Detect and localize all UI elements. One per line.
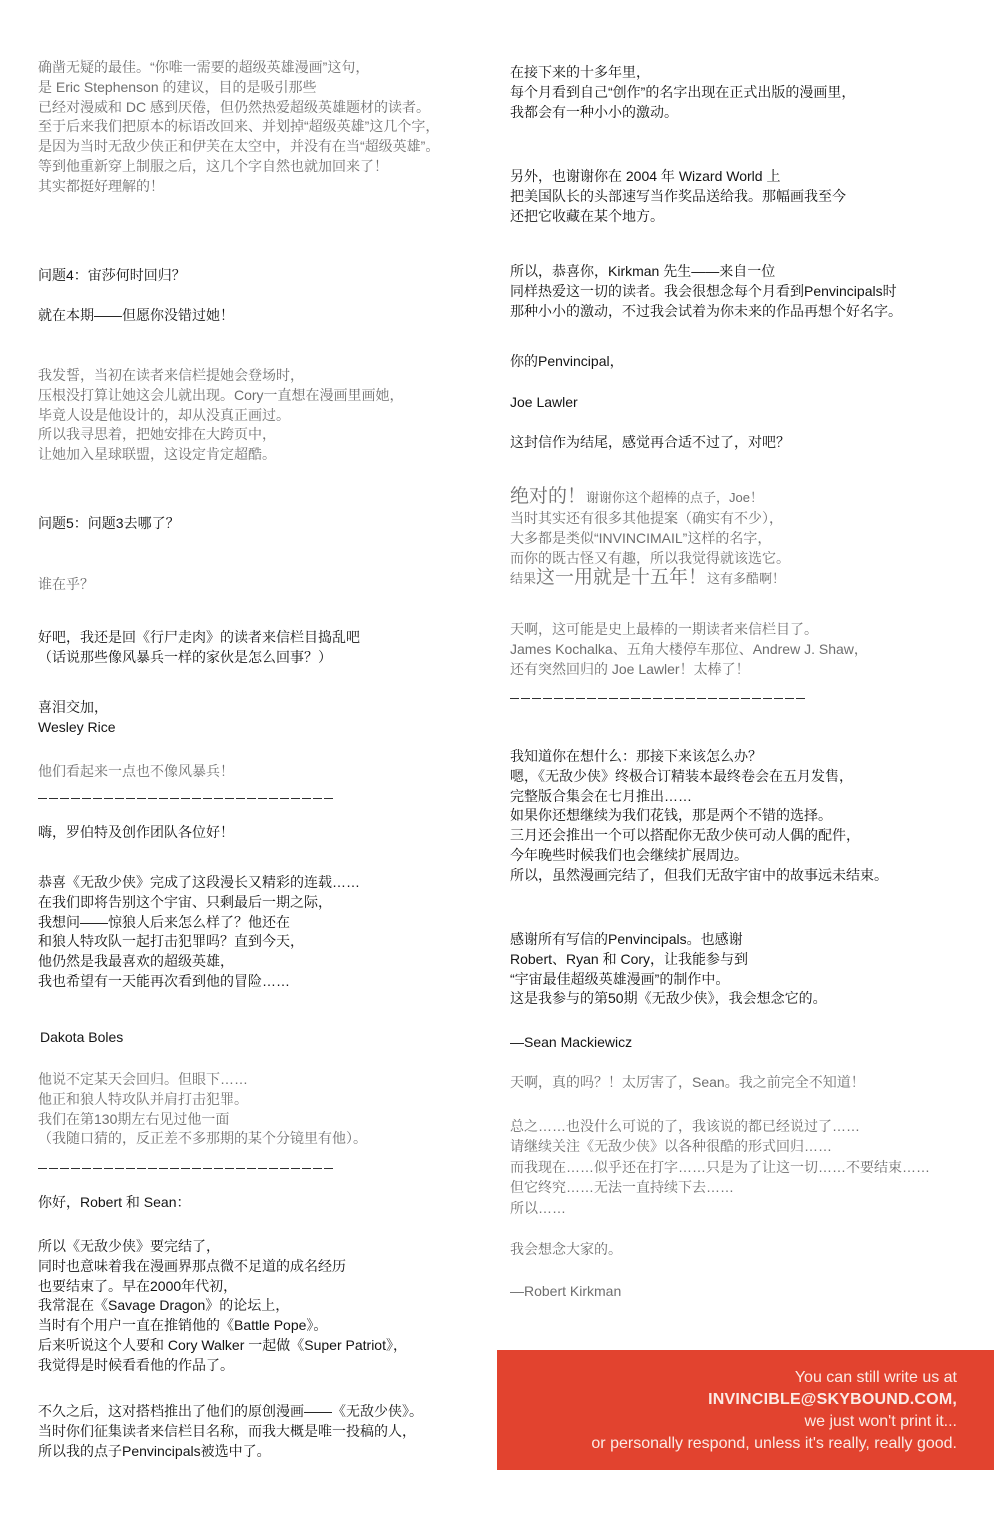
- letter-joe-paragraph: [510, 167, 846, 226]
- text-line: 同时也意味着我在漫画界那点微不足道的成名经历: [38, 1257, 346, 1274]
- letter-postscript: 这封信作为结尾，感觉再合适不过了，对吧？: [510, 434, 790, 450]
- text-line: 当时你们征集读者来信栏目名称，而我大概是唯一投稿的人，: [38, 1422, 416, 1439]
- letter-joe-paragraph: [38, 1237, 407, 1376]
- text-line: 今年晚些时候我们也会继续扩展周边。: [510, 846, 748, 863]
- text-line: “宇宙最佳超级英雄漫画”的制作中。: [510, 970, 730, 987]
- question-4-heading: 问题4：宙莎何时回归？: [38, 267, 186, 283]
- contact-line: You can still write us at: [794, 1369, 957, 1386]
- text-line: 他正和狼人特攻队并肩打击犯罪。: [38, 1090, 248, 1107]
- section-divider: ———————————————————————————: [38, 793, 335, 803]
- question-5-reply: 谁在乎？: [38, 576, 94, 592]
- text-line: 另外，也谢谢你在 2004 年 Wizard World 上: [510, 168, 781, 184]
- contact-line: or personally respond, unless it's really, really good.: [591, 1435, 957, 1452]
- text-line: 也要结束了。早在2000年代初，: [38, 1277, 238, 1294]
- text-line: 确凿无疑的最佳。“你唯一需要的超级英雄漫画”这句，: [38, 59, 370, 75]
- text-line: 我们在第130期左右见过他一面: [38, 1110, 230, 1127]
- text-line: 总之……也没什么可说的了，我该说的都已经说过了……: [510, 1118, 860, 1134]
- text-line: 三月还会推出一个可以搭配你无敌少侠可动人偶的配件，: [510, 827, 860, 844]
- kirkman-signature: —Robert Kirkman: [510, 1283, 622, 1299]
- text-line: 他说不定某天会回归。但眼下……: [38, 1071, 248, 1087]
- text-line: 所以，恭喜你，Kirkman 先生——来自一位: [510, 263, 776, 279]
- text-line: 每个月看到自己“创作”的名字出现在正式出版的漫画里，: [510, 83, 856, 100]
- letter-dakota-body: [38, 873, 360, 992]
- text-line: 当时有个用户一直在推销他的《Battle Pope》。: [38, 1317, 328, 1334]
- reply-dakota: [38, 1070, 367, 1149]
- text-line: 还有突然回归的 Joe Lawler！太棒了！: [510, 660, 750, 677]
- text-line: 我觉得是时候看看他的作品了。: [38, 1356, 234, 1373]
- text-line: 而你的既古怪又有趣，所以我觉得就该选它。: [510, 549, 790, 566]
- letter-closing: 喜泪交加，: [38, 699, 108, 715]
- text-line: 请继续关注《无敌少侠》以各种很酷的形式回归……: [510, 1138, 832, 1155]
- text-line: 在接下来的十多年里，: [510, 64, 650, 80]
- text-line: 是因为当时无敌少侠正和伊芙在太空中，并没有在当“超级英雄”。: [38, 138, 440, 155]
- text-line: 让她加入星球联盟，这设定肯定超酷。: [38, 446, 276, 463]
- editor-reply-previous: [38, 58, 439, 197]
- letter-joe-paragraph: [510, 262, 902, 321]
- text-line: 在我们即将告别这个宇宙、只剩最后一期之际，: [38, 893, 332, 910]
- emphasis-text: 绝对的！: [510, 486, 587, 507]
- text-line: 我想问——惊狼人后来怎么样了？他还在: [38, 913, 290, 930]
- text-line: 我常混在《Savage Dragon》的论坛上，: [38, 1297, 290, 1314]
- text-line: 那种小小的激动，不过我会试着为你未来的作品再想个好名字。: [510, 302, 902, 319]
- text-line: 压根没打算让她这会儿就出现。Cory一直想在漫画里画她，: [38, 386, 404, 403]
- text-line: 其实都挺好理解的！: [38, 177, 164, 194]
- kirkman-farewell: [510, 1116, 930, 1218]
- letter-dakota-greeting: 嗨，罗伯特及创作团队各位好！: [38, 824, 234, 840]
- text-line: 当时其实还有很多其他提案（确实有不少），: [510, 510, 783, 526]
- text-line: 同样热爱这一切的读者。我会很想念每个月看到Penvincipals时: [510, 282, 897, 299]
- text-line: 毕竟人设是他设计的，却从没真正画过。: [38, 406, 290, 423]
- text-line: 我都会有一种小小的激动。: [510, 103, 678, 120]
- text-line: 所以，虽然漫画完结了，但我们无敌宇宙中的故事远未结束。: [510, 866, 888, 883]
- text-line: 是 Eric Stephenson 的建议，目的是吸引那些: [38, 78, 317, 95]
- text-line: 还把它收藏在某个地方。: [510, 207, 664, 224]
- emphasis-text: 这一用就是十五年！: [536, 567, 708, 589]
- section-divider: ———————————————————————————: [510, 693, 807, 703]
- reply-wesley: 他们看起来一点也不像风暴兵！: [38, 763, 234, 779]
- reply-sean: 天啊，真的吗？！太厉害了，Sean。我之前完全不知道！: [510, 1074, 865, 1090]
- sean-note-paragraph: [510, 930, 827, 1009]
- letter-wesley-signoff: [38, 698, 116, 738]
- text-line: 不久之后，这对搭档推出了他们的原创漫画——《无敌少侠》。: [38, 1403, 423, 1419]
- text-line: （话说那些像风暴兵一样的家伙是怎么回事？）: [38, 648, 332, 665]
- text-line: 把美国队长的头部速写当作奖品送给我。那幅画我至今: [510, 187, 846, 204]
- text-line: 完整版合集会在七月推出……: [510, 787, 692, 804]
- text-line: 如果你还想继续为我们花钱，那是两个不错的选择。: [510, 807, 832, 824]
- letter-joe-paragraph: [510, 63, 855, 122]
- question-4-answer: 就在本期——但愿你没错过她！: [38, 307, 234, 323]
- reply-joe: [510, 485, 790, 588]
- contact-line: we just won't print it...: [804, 1413, 957, 1430]
- question-5-heading: 问题5：问题3去哪了？: [38, 515, 180, 531]
- text-line: 恭喜《无敌少侠》完成了这段漫长又精彩的连载……: [38, 874, 360, 890]
- section-divider: ———————————————————————————: [38, 1163, 335, 1173]
- letter-signature: Wesley Rice: [38, 718, 116, 735]
- text-line: 我知道你在想什么：那接下来该怎么办？: [510, 748, 762, 764]
- text-line: 等到他重新穿上制服之后，这几个字自然也就加回来了！: [38, 157, 388, 174]
- text-line: 所以《无敌少侠》要完结了，: [38, 1238, 220, 1254]
- text-line: 我也希望有一天能再次看到他的冒险……: [38, 972, 290, 989]
- text-line: James Kochalka、五角大楼停车那位、Andrew J. Shaw，: [510, 640, 868, 657]
- text-line: 我发誓，当初在读者来信栏提她会登场时，: [38, 367, 304, 383]
- text-line: 感谢所有写信的Penvincipals。也感谢: [510, 931, 743, 947]
- text-segment: 谢谢你这个超棒的点子，Joe！: [586, 490, 763, 505]
- text-line: 这是我参与的第50期《无敌少侠》，我会想念它的。: [510, 990, 827, 1007]
- letter-closing: 你的Penvincipal，: [510, 353, 624, 369]
- text-line: （我随口猜的，反正差不多那期的某个分镜里有他）。: [38, 1130, 367, 1147]
- question-4-reply: [38, 366, 404, 465]
- text-line: 所以我的点子Penvincipals被选中了。: [38, 1442, 271, 1459]
- text-line: 后来听说这个人要和 Cory Walker 一起做《Super Patriot》，: [38, 1336, 407, 1353]
- letter-signature: Joe Lawler: [510, 394, 578, 410]
- letter-dakota-signature: Dakota Boles: [40, 1029, 124, 1045]
- text-line: Robert、Ryan 和 Cory，让我能参与到: [510, 950, 749, 967]
- sean-signature: —Sean Mackiewicz: [510, 1034, 633, 1050]
- letter-joe-paragraph: [38, 1402, 423, 1461]
- text-line: [510, 485, 790, 509]
- text-segment: 这有多酷啊！: [707, 571, 786, 587]
- letter-joe-greeting: 你好，Robert 和 Sean：: [38, 1194, 191, 1210]
- column-reply: [510, 620, 868, 679]
- text-line: 但它终究……无法一直持续下去……: [510, 1179, 734, 1196]
- text-line: 而我现在……似乎还在打字……只是为了让这一切……不要结束……: [510, 1158, 930, 1175]
- text-line: 所以我寻思着，把她安排在大跨页中，: [38, 426, 276, 443]
- text-segment: 结果: [510, 571, 537, 587]
- text-line: 嗯，《无敌少侠》终极合订精装本最终卷会在五月发售，: [510, 767, 853, 784]
- text-line: 天啊，这可能是史上最棒的一期读者来信栏目了。: [510, 621, 818, 637]
- letter-wesley-body: [38, 628, 360, 668]
- text-line: 所以……: [510, 1199, 566, 1216]
- text-line: 大多都是类似“INVINCIMAIL”这样的名字，: [510, 529, 772, 546]
- text-line: 他仍然是我最喜欢的超级英雄，: [38, 953, 234, 970]
- text-line: 至于后来我们把原本的标语改回来、并划掉“超级英雄”这几个字，: [38, 118, 440, 135]
- text-line: 和狼人特攻队一起打击犯罪吗？直到今天，: [38, 933, 304, 950]
- text-line: 好吧，我还是回《行尸走肉》的读者来信栏目捣乱吧: [38, 629, 360, 645]
- kirkman-closing: 我会想念大家的。: [510, 1241, 622, 1257]
- contact-email: INVINCIBLE@SKYBOUND.COM,: [708, 1391, 957, 1408]
- sean-note-paragraph: [510, 747, 888, 886]
- text-line: [510, 568, 790, 588]
- contact-info-box: [497, 1350, 994, 1470]
- text-line: 已经对漫威和 DC 感到厌倦，但仍然热爱超级英雄题材的读者。: [38, 98, 430, 115]
